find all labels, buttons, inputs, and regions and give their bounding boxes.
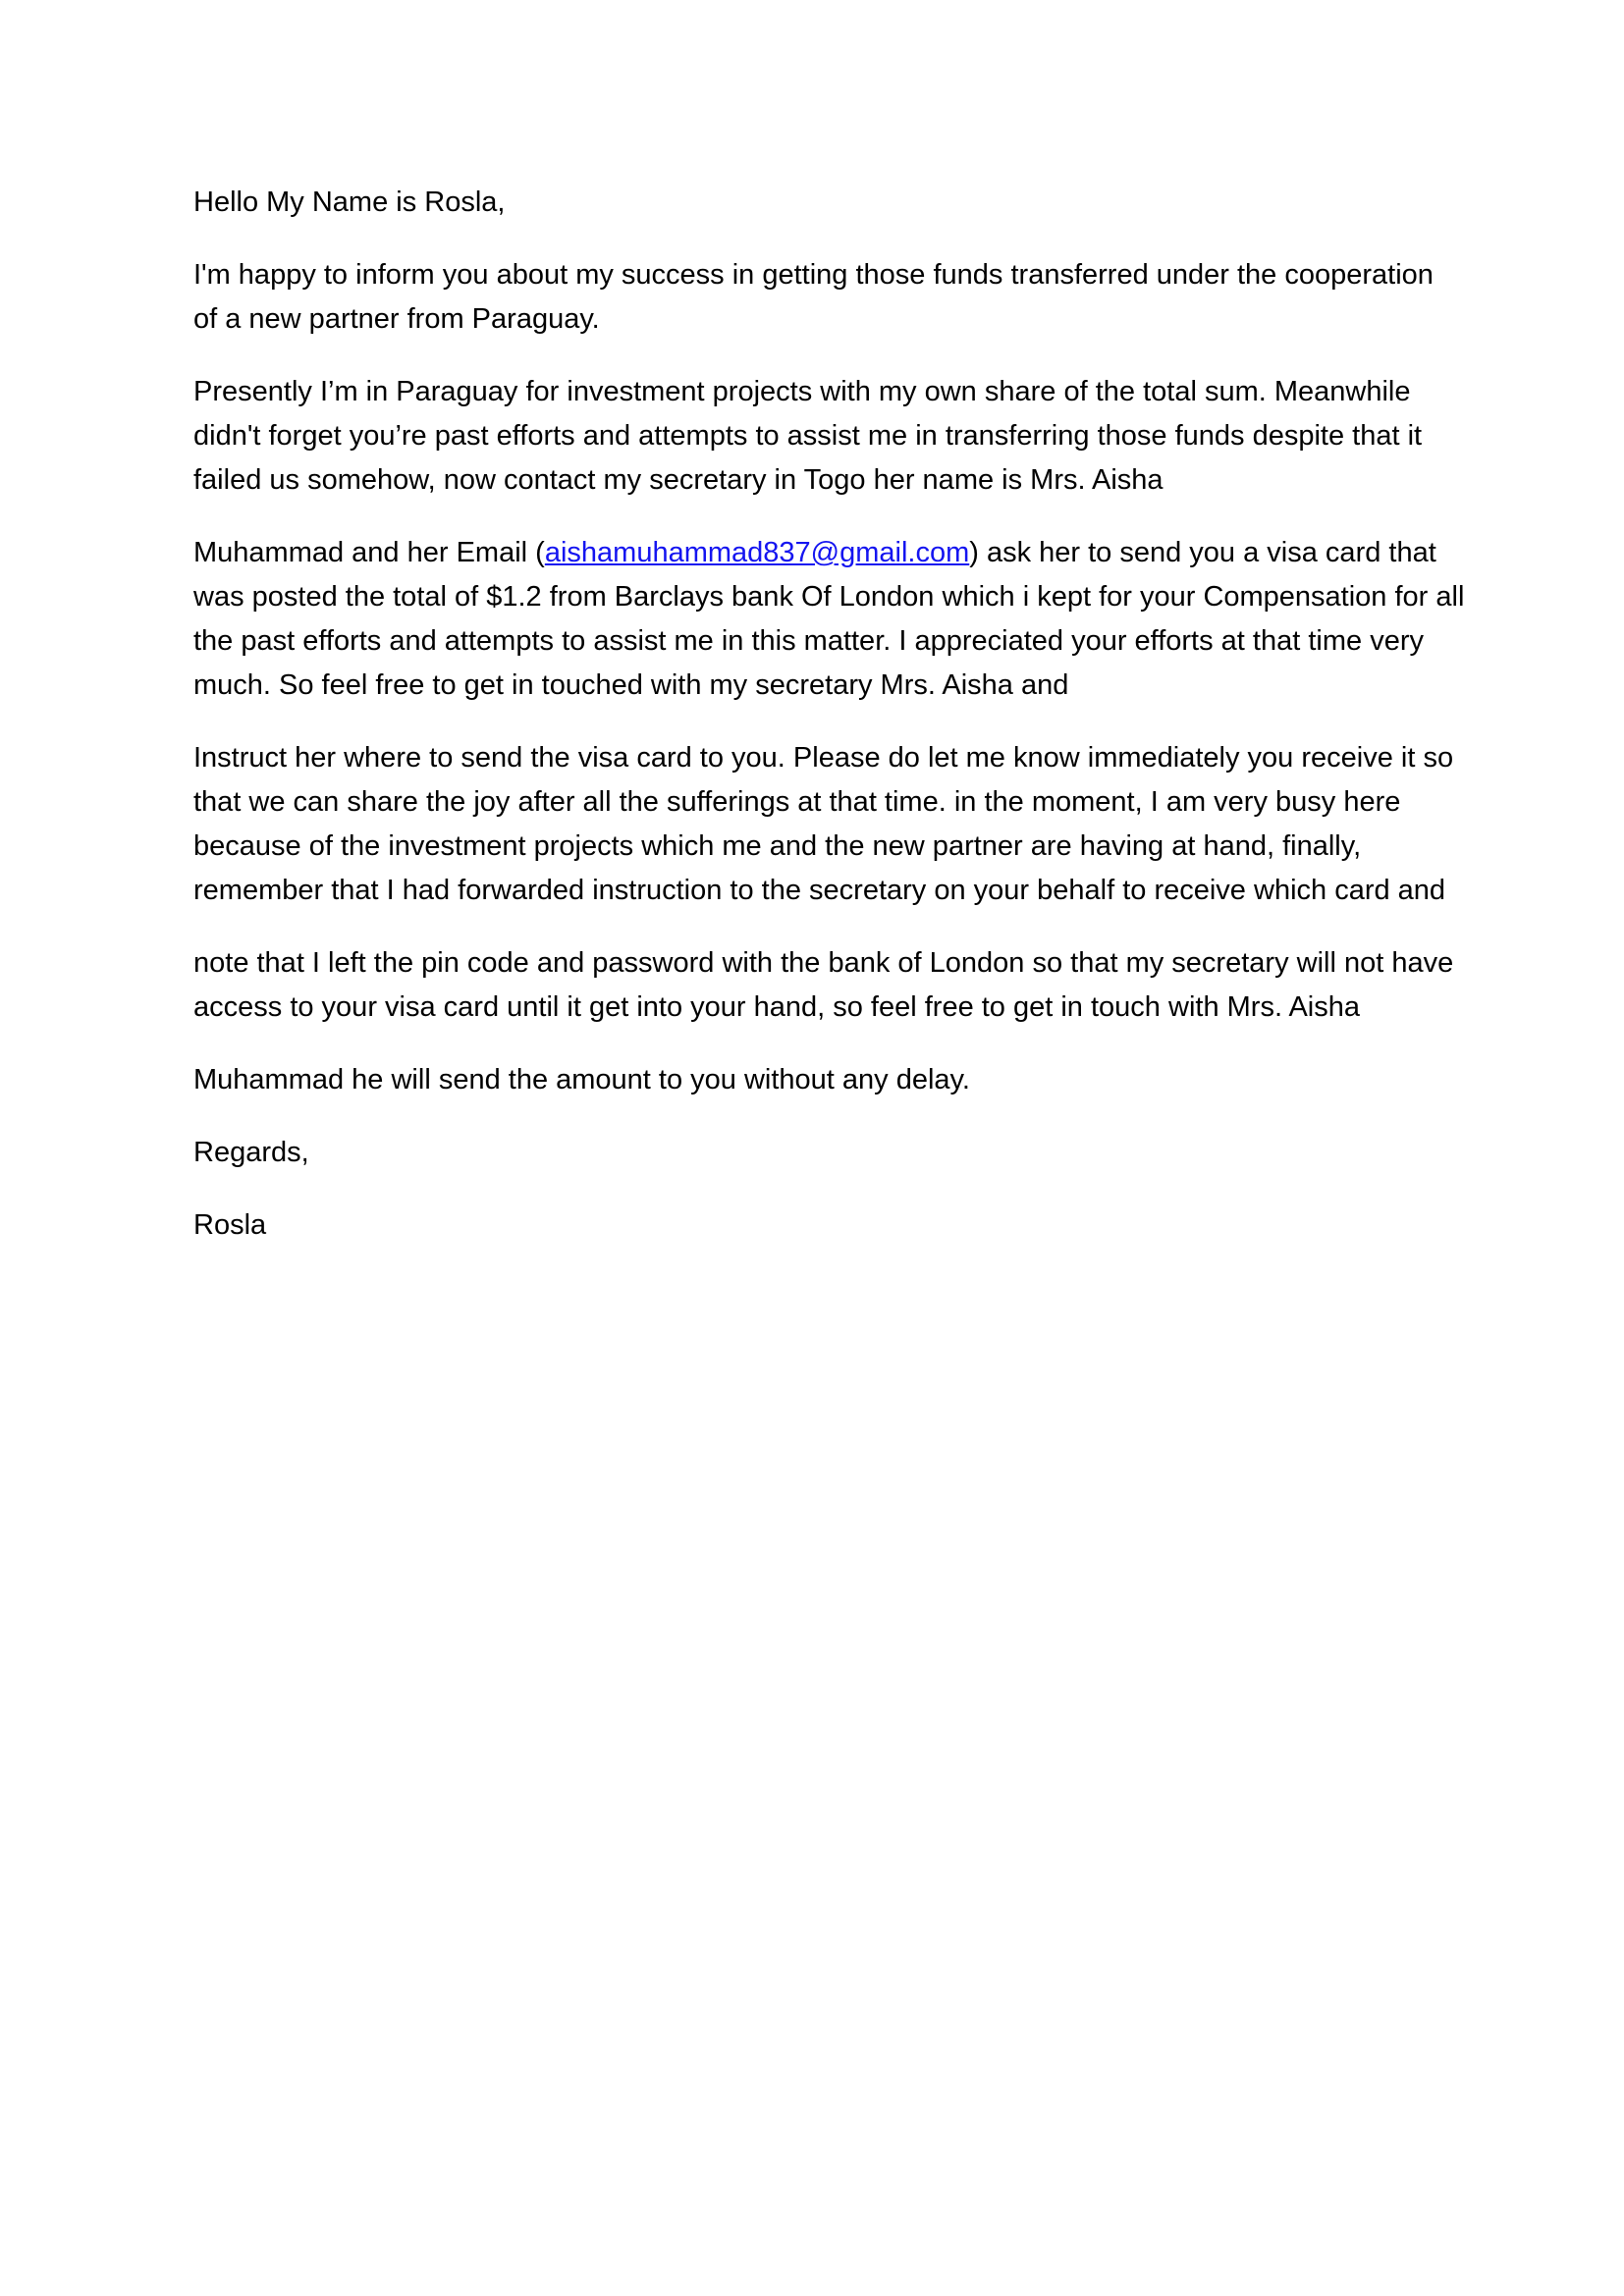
paragraph-line — [193, 181, 1460, 225]
paragraph-line — [193, 664, 1460, 708]
paragraph-line — [193, 297, 1460, 342]
paragraph-greeting — [193, 181, 1460, 225]
paragraph-line — [193, 1058, 1460, 1102]
paragraph-line — [193, 1131, 1460, 1175]
paragraph-line — [193, 575, 1465, 619]
paragraph-line — [193, 458, 1460, 503]
text-run: Muhammad and her Email ( — [193, 537, 545, 568]
paragraph-para-note — [193, 941, 1460, 1030]
paragraph-line — [193, 736, 1460, 780]
text-run: I'm happy to inform you about my success in getting those funds transferred under the cooperation — [193, 259, 1434, 291]
text-run: Muhammad he will send the amount to you without any delay. — [193, 1064, 970, 1095]
paragraph-line — [193, 619, 1460, 664]
paragraph-para-success — [193, 253, 1460, 342]
paragraph-line — [193, 414, 1460, 458]
text-run: failed us somehow, now contact my secretary in Togo her name is Mrs. Aisha — [193, 464, 1164, 496]
text-run: the past efforts and attempts to assist me in this matter. I appreciated your efforts at that time very — [193, 625, 1424, 657]
paragraph-line — [193, 1203, 1460, 1248]
email-link[interactable]: aishamuhammad837@gmail.com — [544, 537, 970, 568]
text-run: remember that I had forwarded instruction to the secretary on your behalf to receive which card and — [193, 875, 1446, 906]
paragraph-para-email — [193, 531, 1465, 708]
paragraph-line — [193, 941, 1460, 986]
paragraph-line — [193, 370, 1460, 414]
paragraph-para-presently — [193, 370, 1460, 503]
text-run: note that I left the pin code and password with the bank of London so that my secretary will not have — [193, 947, 1454, 979]
text-run: access to your visa card until it get into your hand, so feel free to get in touch with Mrs. Aisha — [193, 991, 1360, 1023]
text-run: because of the investment projects which me and the new partner are having at hand, finally, — [193, 830, 1362, 862]
text-run: that we can share the joy after all the sufferings at that time. in the moment, I am very busy here — [193, 786, 1401, 818]
paragraph-para-instruct — [193, 736, 1460, 913]
paragraph-line — [193, 869, 1460, 913]
text-run: Regards, — [193, 1137, 309, 1168]
text-run: Instruct her where to send the visa card to you. Please do let me know immediately you receive it so — [193, 742, 1454, 774]
text-run: ) ask her to send you a visa card that — [969, 537, 1436, 568]
paragraph-para-muhammad — [193, 1058, 1460, 1102]
paragraph-line — [193, 253, 1460, 297]
text-run: of a new partner from Paraguay. — [193, 303, 600, 335]
paragraph-closing — [193, 1131, 1460, 1175]
paragraph-line — [193, 986, 1460, 1030]
paragraph-line — [193, 531, 1460, 575]
paragraph-line — [193, 780, 1460, 825]
text-run: Hello My Name is Rosla, — [193, 187, 506, 218]
text-run: Rosla — [193, 1209, 267, 1241]
text-run: much. So feel free to get in touched with my secretary Mrs. Aisha and — [193, 669, 1069, 701]
paragraph-line — [193, 825, 1460, 869]
text-run: was posted the total of $1.2 from Barclays bank Of London which i kept for your Compensation for all — [193, 581, 1465, 613]
text-run: Presently I’m in Paraguay for investment projects with my own share of the total sum. Meanwhile — [193, 376, 1411, 407]
letter-body — [193, 181, 1465, 1276]
text-run: didn't forget you’re past efforts and attempts to assist me in transferring those funds despite that it — [193, 420, 1423, 452]
paragraph-signature — [193, 1203, 1460, 1248]
